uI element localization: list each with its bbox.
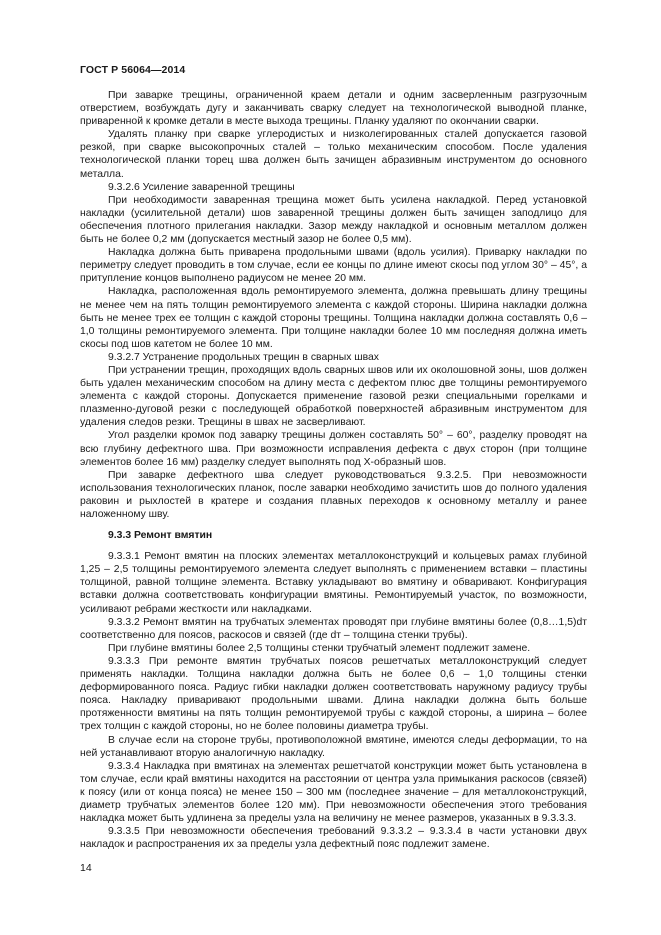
- paragraph: При заварке трещины, ограниченной краем детали и одним засверленным разгрузочным отверстием, возбуждать дугу и заканчивать сварку следует на технологической выводной планке, приваренной к кромке детали в месте выхода трещины. Планку удаляют по окончании сварки.: [80, 90, 587, 128]
- paragraph: Угол разделки кромок под заварку трещины должен составлять 50° – 60°, разделку проводят на всю глубину дефектного шва. При возможности исправления дефекта с двух сторон (при толщине элементов более 16 мм) разделку следует выполнять под Х-образный шов.: [80, 430, 587, 468]
- paragraph: При глубине вмятины более 2,5 толщины стенки трубчатый элемент подлежит замене.: [108, 642, 531, 654]
- paragraph: В случае если на стороне трубы, противоположной вмятине, имеются следы деформации, то на ней устанавливают вторую аналогичную накладку.: [80, 734, 587, 759]
- paragraph: 9.3.3.1 Ремонт вмятин на плоских элементах металлоконструкций и кольцевых рамах глубиной 1,25 – 2,5 толщины ремонтируемого элемента следует выполнять с применением вставки – пластины толщиной, равной толщине элемента. Вставку укладывают во вмятину и обваривают. Конфигурация вставки должна соответствовать конфигурации вмятины. Ремонтируемый участок, по возможности, усиливают ребрами жесткости или накладками.: [80, 551, 587, 615]
- document-header: ГОСТ Р 56064—2014: [80, 64, 186, 76]
- paragraph: Удалять планку при сварке углеродистых и низколегированных сталей допускается газовой резкой, при сварке высокопрочных сталей – только механическим способом. После удаления технологической планки торец шва должен быть зачищен абразивным инструментом до основного металла.: [80, 129, 587, 180]
- subsection-heading: 9.3.2.6 Усиление заваренной трещины: [108, 181, 295, 193]
- paragraph: 9.3.3.5 При невозможности обеспечения требований 9.3.3.2 – 9.3.3.4 в части установки двух накладок и распространения их за пределы узла дефектный пояс подлежит замене.: [80, 826, 587, 851]
- paragraph: 9.3.3.4 Накладка при вмятинах на элементах решетчатой конструкции может быть установлена в том случае, если край вмятины находится на расстоянии от центра узла примыкания раскосов (связей) к поясу (или от конца пояса) не менее 150 – 300 мм (последнее значение – для металлоконструкций, диаметр трубчатых элементов более 120 мм). При невозможности обеспечения этого требования накладка может быть удлинена за пределы узла на величину не менее размеров, указанных в 9.3.3.3.: [80, 760, 587, 825]
- paragraph: При устранении трещин, проходящих вдоль сварных швов или их околошовной зоны, шов должен быть удален механическим способом на длину места с дефектом плюс две толщины ремонтируемого элемента с каждой стороны. Допускается применение газовой резки специальными горелками и плазменно-дуговой резки с последующей обработкой поверхностей абразивным инструментом для удаления следов резки. Трещины в швах не засверливают.: [80, 364, 587, 429]
- paragraph: 9.3.3.3 При ремонте вмятин трубчатых поясов решетчатых металлоконструкций следует применять накладки. Толщина накладки должна быть не более 0,6 – 1,0 толщины стенки деформированного пояса. Радиус гибки накладки должен соответствовать наружному радиусу трубы пояса. Накладку приваривают продольными швами. Длина накладки должна быть больше протяженности вмятины на пять толщин ремонтируемой трубы с каждой стороны, а ширина – более трех толщин с каждой стороны, но не более половины диаметра трубы.: [80, 655, 587, 733]
- paragraph: При необходимости заваренная трещина может быть усилена накладкой. Перед установкой накладки (усилительной детали) шов заваренной трещины должен быть зачищен заподлицо для обеспечения плотного прилегания накладки. Зазор между накладкой и основным металлом должен быть не более 0,2 мм (допускается местный зазор не более 0,5 мм).: [80, 194, 587, 246]
- page-number: 14: [80, 862, 92, 874]
- subsection-heading: 9.3.2.7 Устранение продольных трещин в сварных швах: [108, 351, 379, 363]
- paragraph: Накладка должна быть приварена продольными швами (вдоль усилия). Приварку накладки по периметру следует проводить в том случае, если ее концы по длине имеют скосы под углом 30° – 45°, а притупление концов выполнено радиусом не менее 20 мм.: [80, 247, 587, 285]
- document-body: [80, 89, 587, 851]
- paragraph: Накладка, расположенная вдоль ремонтируемого элемента, должна превышать длину трещины не менее чем на пять толщин ремонтируемого элемента с каждой стороны. Ширина накладки должна быть не менее трех ее толщин с каждой стороны трещины. Толщина накладки должна составлять 0,6 – 1,0 толщины ремонтируемого элемента. При толщине накладки более 10 мм последняя должна иметь скосы под шов катетом не более 10 мм.: [80, 286, 587, 350]
- section-heading: 9.3.3 Ремонт вмятин: [108, 530, 213, 542]
- paragraph: При заварке дефектного шва следует руководствоваться 9.3.2.5. При невозможности использования технологических планок, после заварки необходимо зачистить шов до полного удаления раковин и рыхлостей в кратере и создания плавных переходов к основному металлу и ранее наложенному шву.: [80, 469, 587, 520]
- paragraph: 9.3.3.2 Ремонт вмятин на трубчатых элементах проводят при глубине вмятины более (0,8…1,5)dт соответственно для поясов, раскосов и связей (где dт – толщина стенки трубы).: [80, 616, 587, 641]
